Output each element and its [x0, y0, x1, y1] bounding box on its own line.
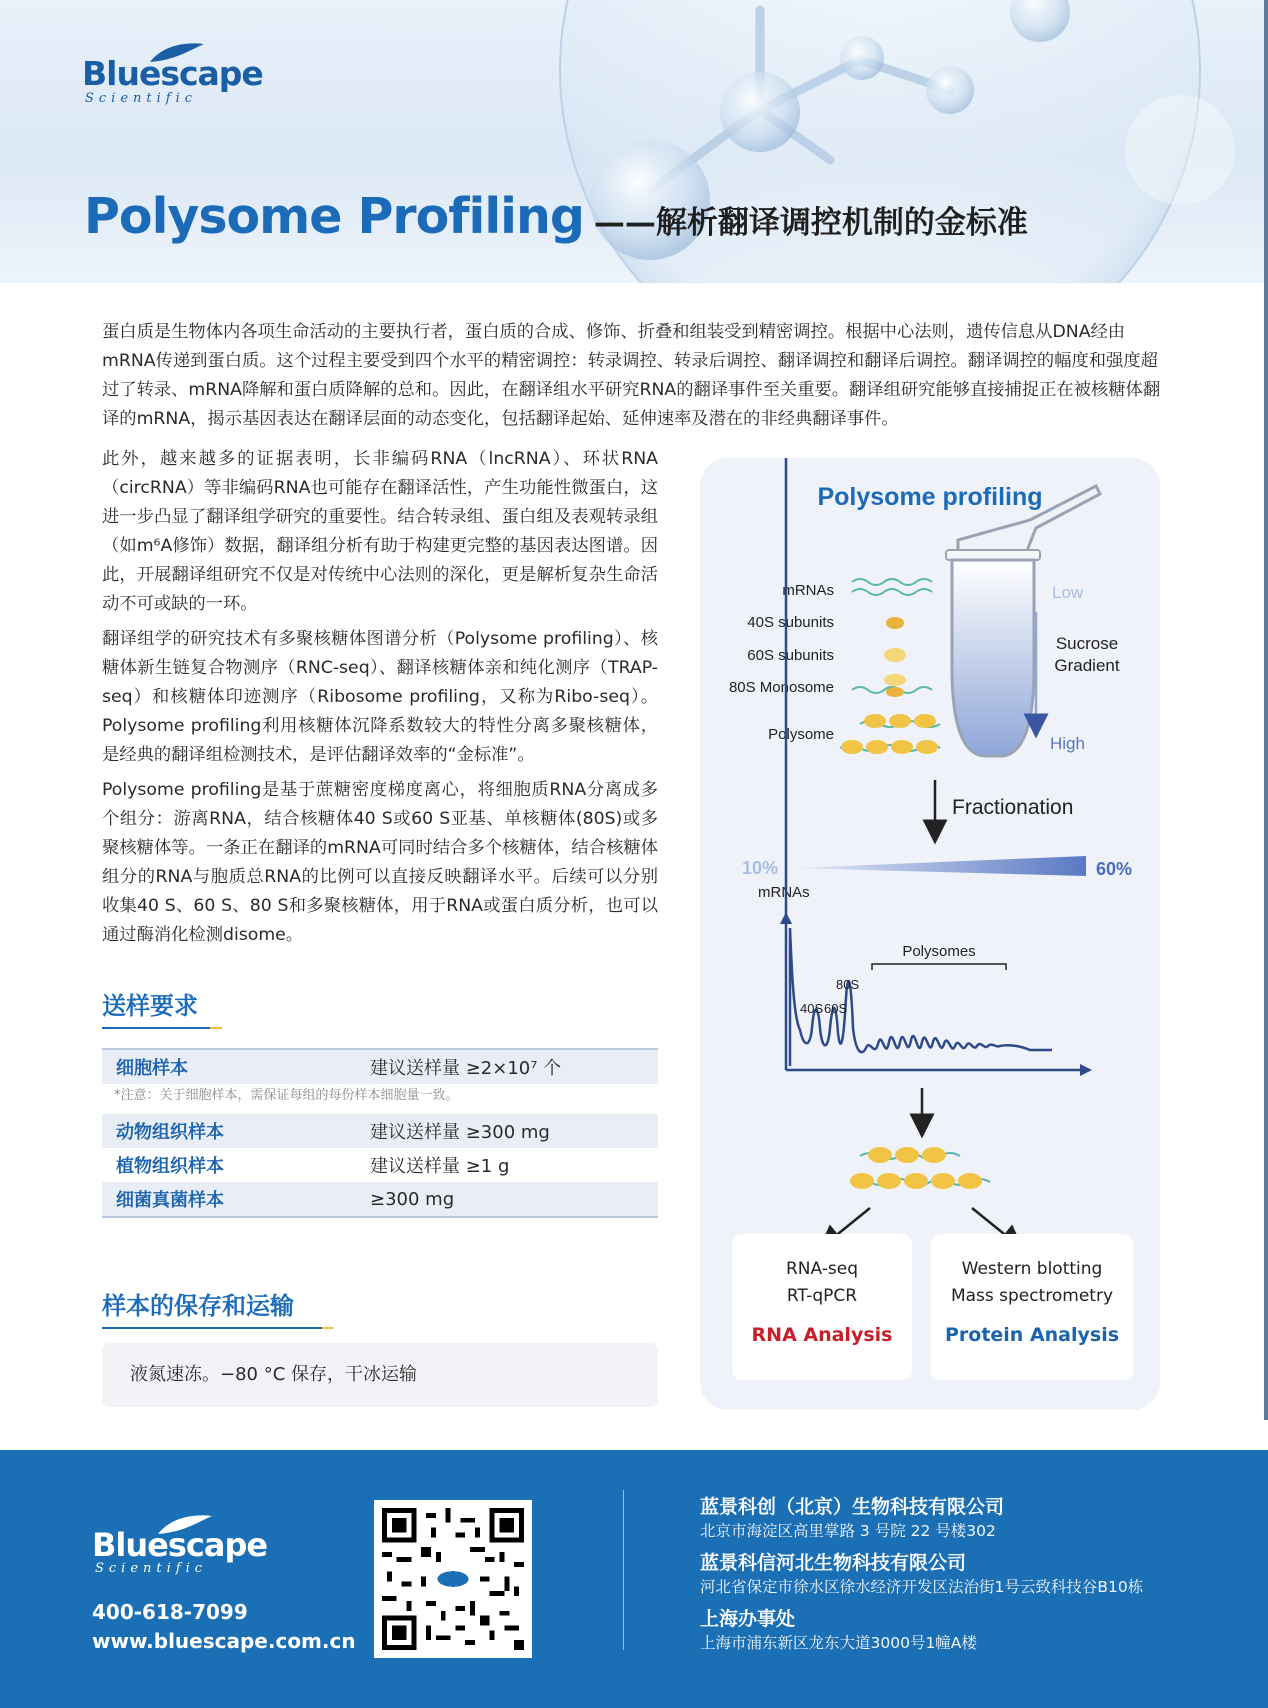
table-row	[102, 1148, 658, 1182]
sample-type: 植物组织样本	[116, 1156, 224, 1177]
rna-analysis-card	[732, 1234, 912, 1380]
protein-analysis-title: Protein Analysis	[944, 1324, 1120, 1346]
centrifuge-tube-icon	[946, 486, 1100, 756]
footer-divider	[623, 1490, 624, 1650]
logo-subtitle: Scientific	[85, 91, 198, 106]
table-row	[102, 1050, 658, 1084]
footer	[0, 1450, 1268, 1708]
title-chinese: ——解析翻译调控机制的金标准	[593, 205, 1028, 241]
footer-logo-subtitle: Scientific	[95, 1561, 208, 1576]
footer-logo[interactable]	[92, 1528, 267, 1576]
paragraph-method: Polysome profiling是基于蔗糖密度梯度离心，将细胞质RNA分离成多个组分：游离RNA，结合核糖体40 S或60 S亚基、单核糖体(80S)或多聚核糖体等。一条正在翻译的mRNA可同时结合多个核糖体，结合核糖体组分的RNA与胞质总RNA的比例可以直接反映翻译水平。后续可以分别收集40 S、60 S、80 S和多聚核糖体，用于RNA或蛋白质分析，也可以通过酶消化检测disome。	[102, 780, 658, 945]
qr-code-icon	[382, 1508, 524, 1650]
phone-number[interactable]: 400-618-7099	[92, 1600, 248, 1624]
diagram-title: Polysome profiling	[817, 483, 1043, 511]
label-sucrose: Sucrose	[1055, 634, 1119, 653]
section-title-text: 样本的保存和运输	[102, 1292, 294, 1320]
rna-method-2: RT-qPCR	[786, 1286, 858, 1306]
section-title-storage	[102, 1286, 294, 1321]
ribosome-40s-icon	[886, 617, 904, 629]
protein-method-1: Western blotting	[961, 1259, 1103, 1279]
label-60s-subunits: 60S subunits	[747, 647, 834, 664]
peak-label-60s: 60S	[824, 1001, 848, 1016]
leaf-icon	[146, 42, 206, 66]
company-name-shanghai: 上海办事处	[700, 1608, 796, 1630]
protein-analysis-card	[931, 1234, 1133, 1380]
paragraph-techniques: 翻译组学的研究技术有多聚核糖体图谱分析（Polysome profiling）、核糖体新生链复合物测序（RNC-seq）、翻译核糖体亲和纯化测序（TRAP-seq）和核糖体印迹测序（Ribosome profiling，又称为Ribo-seq）。Polysome profiling利用核糖体沉降系数较大的特性分离多聚核糖体，是经典的翻译组检测技术，是评估翻译效率的“金标准”。	[102, 629, 658, 765]
protein-method-2: Mass spectrometry	[950, 1286, 1114, 1306]
header-banner	[0, 0, 1268, 283]
peak-label-polysomes: Polysomes	[902, 943, 976, 960]
label-40s-subunits: 40S subunits	[747, 614, 834, 631]
label-60-percent: 60%	[1096, 859, 1133, 879]
requirements-table	[102, 1048, 658, 1218]
isolated-polysome-icon	[850, 1147, 990, 1189]
storage-instructions: 液氮速冻。−80 °C 保存，干冰运输	[102, 1343, 658, 1407]
label-80s-monosome: 80S Monosome	[728, 679, 834, 696]
page-edge	[1264, 0, 1268, 1420]
bluescape-logo[interactable]	[82, 56, 263, 106]
company-address-hebei: 河北省保定市徐水区徐水经济开发区法治街1号云致科技谷B10栋	[700, 1578, 1144, 1596]
sample-amount: 建议送样量 ≥2×10⁷ 个	[370, 1058, 562, 1079]
sample-amount: 建议送样量 ≥300 mg	[370, 1122, 550, 1143]
company-address-beijing: 北京市海淀区高里掌路 3 号院 22 号楼302	[700, 1522, 996, 1540]
table-row	[102, 1114, 658, 1148]
section-title-requirements	[102, 986, 198, 1021]
sample-type: 细菌真菌样本	[116, 1190, 224, 1211]
logo-wordmark: Bluescape	[82, 54, 263, 93]
label-fractionation: Fractionation	[952, 796, 1074, 819]
intro-paragraph: 蛋白质是生物体内各项生命活动的主要执行者，蛋白质的合成、修饰、折叠和组装受到精密调控。根据中心法则，遗传信息从DNA经由mRNA传递到蛋白质。这个过程主要受到四个水平的精密调控：转录调控、转录后调控、翻译调控和翻译后调控。翻译调控的幅度和强度超过了转录、mRNA降解和蛋白质降解的总和。因此，在翻译组水平研究RNA的翻译事件至关重要。翻译组研究能够直接捕捉正在被核糖体翻译的mRNA，揭示基因表达在翻译层面的动态变化，包括翻译起始、延伸速率及潜在的非经典翻译事件。	[102, 322, 1161, 429]
label-high: High	[1050, 734, 1085, 753]
gradient-wedge	[796, 856, 1086, 876]
y-axis-label: mRNAs	[758, 884, 810, 901]
company-name-hebei: 蓝景科信河北生物科技有限公司	[700, 1552, 967, 1574]
polysomes-bracket	[872, 964, 1006, 970]
label-10-percent: 10%	[742, 858, 779, 878]
peak-label-80s: 80S	[836, 977, 860, 992]
rna-method-1: RNA-seq	[785, 1259, 859, 1279]
label-gradient: Gradient	[1054, 656, 1120, 675]
page-title	[84, 188, 1028, 245]
label-low: Low	[1052, 583, 1084, 602]
rna-analysis-title: RNA Analysis	[751, 1324, 893, 1346]
label-mrnas: mRNAs	[782, 582, 834, 599]
cell-sample-note: *注意：关于细胞样本，需保证每组的每份样本细胞量一致。	[114, 1088, 459, 1103]
title-english: Polysome Profiling	[84, 188, 584, 245]
website-link[interactable]: www.bluescape.com.cn	[92, 1629, 356, 1653]
company-name-beijing: 蓝景科创（北京）生物科技有限公司	[700, 1496, 1005, 1518]
table-row	[102, 1182, 658, 1216]
paragraph-lncrna: 此外，越来越多的证据表明，长非编码RNA（lncRNA）、环状RNA（circRNA）等非编码RNA也可能存在翻译活性，产生功能性微蛋白，这进一步凸显了翻译组学研究的重要性。结合转录组、蛋白组及表观转录组（如m⁶A修饰）数据，翻译组分析有助于构建更完整的基因表达图谱。因此，开展翻译组研究不仅是对传统中心法则的深化，更是解析复杂生命活动不可或缺的一环。	[102, 449, 658, 614]
polysome-diagram-panel	[700, 458, 1160, 1410]
polysome-cluster-icon	[841, 714, 938, 754]
body-text-column	[102, 445, 658, 956]
footer-logo-wordmark: Bluescape	[92, 1526, 268, 1564]
section-title-text: 送样要求	[102, 992, 198, 1020]
leaf-icon	[154, 1514, 214, 1538]
sample-amount: 建议送样量 ≥1 g	[370, 1156, 510, 1177]
sample-type: 动物组织样本	[116, 1122, 224, 1143]
qr-code[interactable]	[374, 1500, 532, 1658]
sample-amount: ≥300 mg	[370, 1188, 455, 1210]
sample-type: 细胞样本	[116, 1058, 188, 1079]
ribosome-60s-icon	[884, 648, 906, 662]
peak-label-40s: 40S	[800, 1001, 824, 1016]
company-addresses	[700, 1486, 1240, 1654]
contact-info	[92, 1598, 356, 1656]
company-address-shanghai: 上海市浦东新区龙东大道3000号1幢A楼	[700, 1634, 977, 1652]
label-polysome: Polysome	[768, 726, 834, 743]
ribosome-80s-icon	[884, 674, 906, 697]
title-underline	[102, 1327, 322, 1329]
title-underline	[102, 1027, 210, 1029]
